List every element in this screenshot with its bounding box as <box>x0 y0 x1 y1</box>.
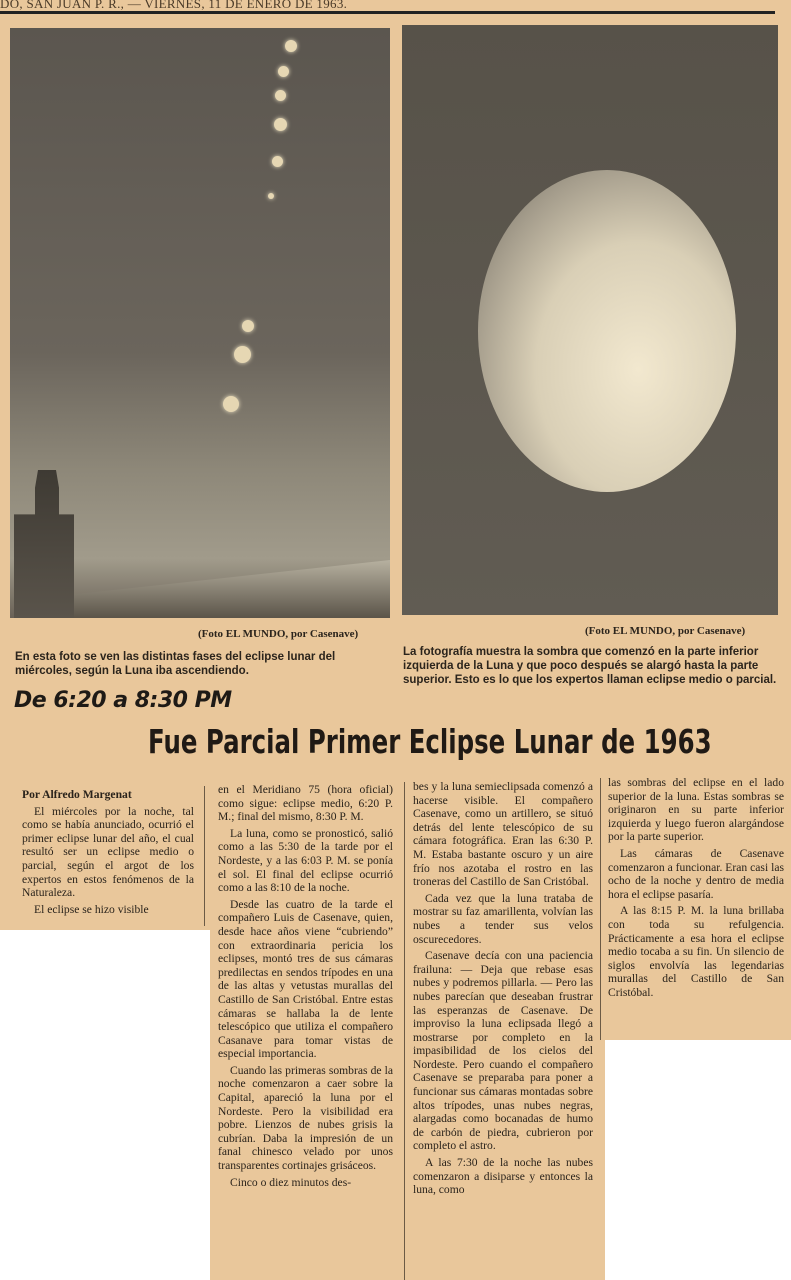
paragraph: Cuando las primeras sombras de la noche comenzaron a caer sobre la Capital, apareció la luna por el Nordeste. Pero la visibilidad era pobre. Lienzos de nubes grisis la cubrían. Daba la impresión de un fanal chinesco velado por unos transparentes cortinajes grisáceos. <box>218 1063 393 1173</box>
paragraph: A las 7:30 de la noche las nubes comenzaron a disiparse y entonces la luna, como <box>413 1156 593 1197</box>
moon-phase-dot <box>278 66 289 77</box>
moon-phase-dot <box>223 396 239 412</box>
moon-phase-dot <box>274 118 287 131</box>
column-divider <box>600 778 601 1040</box>
article-column-4 <box>608 776 784 1003</box>
moon-phase-dot <box>285 40 297 52</box>
column-divider <box>404 782 405 1280</box>
paragraph: Casenave decía con una paciencia frailuna: — Deja que rebase esas nubes y podremos pillarla. — Pero las nubes parecían que deseaban frustrar las esperanzas de Casenave. De improviso la luna eclipsada llegó a mostrarse por completo en la impasibilidad de los cielos del Nordeste. Pero cuando el compañero Casenave se preparaba para poner a funcionar sus cámaras montadas sobre altos trípodes, unas nubes negras, alargadas como bocanadas de humo de carbón de piedra, cubrieron por completo el astro. <box>413 949 593 1153</box>
column-divider <box>204 786 205 926</box>
masthead-rule <box>0 11 775 14</box>
photo-credit-1: (Foto EL MUNDO, por Casenave) <box>198 628 359 640</box>
handwritten-note: De 6:20 a 8:30 PM <box>14 688 232 713</box>
paragraph: El miércoles por la noche, tal como se había anunciado, ocurrió el primer eclipse lunar del año, el cual resultó ser un eclipse medio o parcial, según el argot de los expertos en estos fenómenos de la Naturaleza. <box>22 804 194 900</box>
moon-phase-dot <box>268 193 274 199</box>
paragraph: Cinco o diez minutos des- <box>230 1175 352 1189</box>
article-column-1 <box>22 788 194 919</box>
photo-caption-1: En esta foto se ven las distintas fases del eclipse lunar del miércoles, según la Luna iba ascendiendo. <box>15 651 336 677</box>
article-headline: Fue Parcial Primer Eclipse Lunar de 1963 <box>148 722 712 761</box>
moon-phase-dot <box>272 156 283 167</box>
article-column-2 <box>218 783 393 1192</box>
paragraph: La luna, como se pronosticó, salió como a las 5:30 de la tarde por el Nordeste, y a las 6:03 P. M. se ponía el sol. El final del eclipse ocurrió como a las 8:10 de la noche. <box>218 826 393 895</box>
paragraph: El eclipse se hizo visible <box>34 902 149 916</box>
moon-phase-dot <box>234 346 251 363</box>
paragraph: las sombras del eclipse en el lado superior de la luna. Estas sombras se originaron en su parte inferior izquierda y luego fueron alargándose por la parte superior. <box>608 776 784 844</box>
paragraph: bes y la luna semieclipsada comenzó a hacerse visible. El compañero Casenave, como un artillero, se situó detrás del lente telescópico de su cámara fotográfica. Eran las 6:30 P. M. Estaba bastante oscuro y un aire frío nos azotaba el rostro en las troneras del Castillo de San Cristóbal. <box>413 780 593 889</box>
paragraph: Desde las cuatro de la tarde el compañero Luis de Casenave, quien, desde hace años viene “cubriendo” con extraordinaria pericia los eclipses, montó tres de sus cámaras predilectas en sendos trípodes en una de las altas y vetustas murallas del Castillo de San Cristóbal. Entre estas cámaras se hallaba la de lente telescópico que utiliza el compañero Casanave para tomar vistas de especial importancia. <box>218 897 393 1061</box>
moon-phase-dot <box>275 90 286 101</box>
paragraph: Las cámaras de Casenave comenzaron a funcionar. Eran casi las ocho de la noche y dentro de media hora el eclipse pasaría. <box>608 846 784 901</box>
article-byline: Por Alfredo Margenat <box>22 788 132 801</box>
paragraph: en el Meridiano 75 (hora oficial) como sigue: eclipse medio, 6:20 P. M.; final del mismo, 8:30 P. M. <box>218 783 393 824</box>
moon-phase-dot <box>242 320 254 332</box>
paragraph: Cada vez que la luna trataba de mostrar su faz amarillenta, volvían las nubes a tender sus velos oscurecedores. <box>413 891 593 946</box>
photo-caption-2: La fotografía muestra la sombra que comenzó en la parte inferior izquierda de la Luna y que poco después se alargó hasta la parte superior. Esto es lo que los expertos llaman eclipse medio o parcial. <box>403 646 777 686</box>
masthead-line: DO, SAN JUAN P. R., — VIERNES, 11 DE ENERO DE 1963. <box>0 0 348 11</box>
paragraph: A las 8:15 P. M. la luna brillaba con toda su refulgencia. Prácticamente a esa hora el eclipse medio tocaba a su fin. Un silencio de siglos envolvía las legendarias murallas del Castillo de San Cristóbal. <box>608 904 784 999</box>
eclipsed-moon <box>478 170 736 492</box>
article-column-3 <box>413 780 593 1200</box>
photo-credit-2: (Foto EL MUNDO, por Casenave) <box>585 625 746 637</box>
